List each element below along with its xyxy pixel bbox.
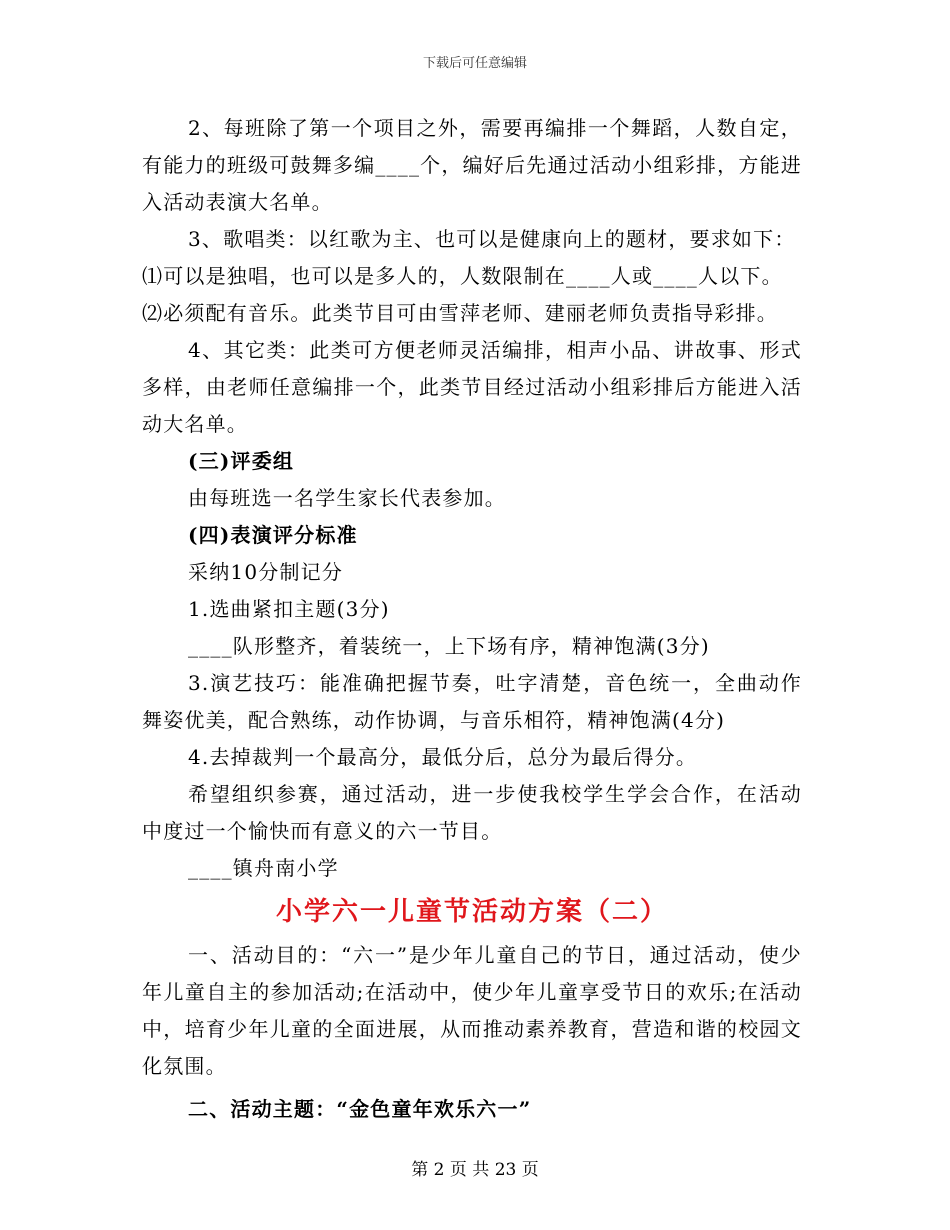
- section-heading-scoring: (四)表演评分标准: [188, 523, 358, 547]
- page-footer: 第 2 页 共 23 页: [411, 1160, 539, 1180]
- paragraph-judges: 由每班选一名学生家长代表参加。: [188, 486, 506, 510]
- scoring-item-1: 1.选曲紧扣主题(3分): [188, 597, 390, 621]
- paragraph-singing-item-1: ⑴可以是独唱，也可以是多人的，人数限制在____人或____人以下。: [142, 264, 783, 288]
- page-header: 下载后可任意编辑: [422, 56, 527, 71]
- section-heading-judges: (三)评委组: [188, 449, 295, 473]
- paragraph-dance-rule: 2、每班除了第一个项目之外，需要再编排一个舞蹈，人数自定，有能力的班级可鼓舞多编____个，编好后先通过活动小组彩排，方能进入活动表演大名单。: [142, 116, 802, 214]
- paragraph-activity-theme: 二、活动主题：“金色童年欢乐六一”: [188, 1097, 532, 1121]
- paragraph-other-category: 4、其它类：此类可方便老师灵活编排，相声小品、讲故事、形式多样，由老师任意编排一个，此类节目经过活动小组彩排后方能进入活动大名单。: [142, 338, 802, 436]
- scoring-item-2: ____队形整齐，着装统一，上下场有序，精神饱满(3分): [188, 634, 710, 658]
- document-title: 小学六一儿童节活动方案（二）: [275, 897, 668, 927]
- paragraph-closing: 希望组织参赛，通过活动，进一步使我校学生学会合作，在活动中度过一个愉快而有意义的六一节目。: [142, 782, 802, 843]
- scoring-item-4: 4.去掉裁判一个最高分，最低分后，总分为最后得分。: [188, 745, 698, 769]
- paragraph-scoring-system: 采纳10分制记分: [188, 560, 344, 584]
- scoring-item-3: 3.演艺技巧：能准确把握节奏，吐字清楚，音色统一，全曲动作舞姿优美，配合熟练，动作协调，与音乐相符，精神饱满(4分): [142, 671, 802, 732]
- document-body: [142, 110, 802, 1128]
- paragraph-school-signature: ____镇舟南小学: [188, 856, 339, 880]
- paragraph-activity-purpose: 一、活动目的：“六一”是少年儿童自己的节日，通过活动，使少年儿童自主的参加活动;在活动中，使少年儿童享受节日的欢乐;在活动中，培育少年儿童的全面进展，从而推动素养教育，营造和谐的校园文化氛围。: [142, 943, 802, 1078]
- paragraph-singing-category: 3、歌唱类：以红歌为主、也可以是健康向上的题材，要求如下：: [188, 227, 796, 251]
- paragraph-singing-item-2: ⑵必须配有音乐。此类节目可由雪萍老师、建丽老师负责指导彩排。: [142, 301, 778, 325]
